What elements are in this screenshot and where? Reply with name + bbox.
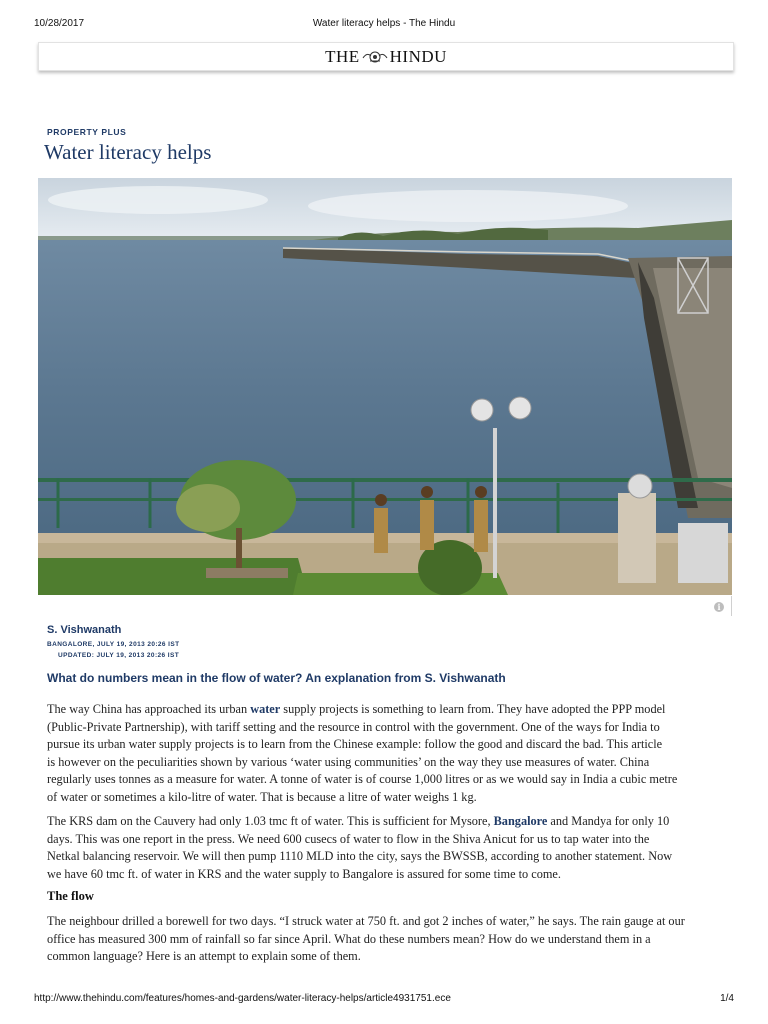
logo-word-hindu: HINDU [389, 47, 447, 66]
masthead [38, 42, 734, 71]
dam-reservoir-photo [38, 178, 732, 595]
section-subhead: The flow [47, 889, 94, 903]
print-url[interactable]: http://www.thehindu.com/features/homes-and-gardens/water-literacy-helps/article4931751.ece [34, 993, 451, 1004]
paragraph-line: Netkal balancing reservoir. We will then pump 1110 MLD into the city, says the BWSSB, according to another statement. Now [47, 849, 673, 863]
keyword-link-water[interactable]: water [250, 702, 281, 716]
text-run: The way China has approached its urban [47, 702, 251, 716]
article-standfirst: What do numbers mean in the flow of water? An explanation from S. Vishwanath [47, 671, 506, 685]
paragraph-line: office has measured 300 mm of rainfall so far since April. What do these numbers mean? How do we understand them in a [47, 931, 651, 946]
article-headline: Water literacy helps [44, 140, 212, 164]
paragraph-line: is however on the peculiarities shown by various ‘water using communities’ on the way they use measures of water. China [47, 754, 650, 769]
logo-word-the: THE [325, 47, 360, 66]
paragraph-line: common language? Here is an attempt to explain some of them. [47, 949, 361, 963]
hero-image [38, 178, 732, 595]
text-run: and Mandya for only 10 [547, 814, 670, 828]
paragraph-line: The neighbour drilled a borewell for two days. “I struck water at 750 ft. and got 2 inches of water,” he says. The rain gauge at our [47, 914, 685, 928]
paragraph-line: (Public-Private Partnership), with tariff setting and the resource in control with the government. One of the ways for India to [47, 719, 660, 734]
author-byline[interactable]: S. Vishwanath [47, 624, 122, 636]
paragraph-line: of water or sometimes a kilo-litre of water. That is because a litre of water weighs 1 kg. [47, 789, 477, 804]
paragraph-2 [47, 813, 727, 883]
print-date: 10/28/2017 [34, 18, 85, 29]
paragraph-line: regularly uses tonnes as a measure for water. A tonne of water is of course 1,000 litres or as we would say in India a cubic metre [47, 772, 678, 786]
print-footer [0, 993, 768, 1007]
paragraph-1 [47, 701, 727, 806]
logo-emblem-icon [362, 48, 388, 68]
paragraph-line: we have 60 tmc ft. of water in KRS and the water supply to Bangalore is assured for some time to come. [47, 866, 561, 881]
text-run: The KRS dam on the Cauvery had only 1.03 tmc ft of water. This is sufficient for Mysore, [47, 814, 494, 828]
article-updated-time: UPDATED: JULY 19, 2013 20:26 IST [58, 652, 180, 659]
text-run: supply projects is something to learn from. They have adopted the PPP model [280, 702, 666, 716]
paragraph-line [47, 701, 727, 719]
article-dateline: BANGALORE, JULY 19, 2013 20:26 IST [47, 641, 180, 648]
image-info-icon[interactable]: i [714, 602, 724, 612]
section-kicker[interactable]: PROPERTY PLUS [47, 127, 127, 137]
paragraph-line [47, 813, 727, 831]
paragraph-line: pursue its urban water supply projects is to learn from the Chinese example: follow the good and discard the bad. This article [47, 737, 663, 751]
print-header [0, 18, 768, 32]
site-logo[interactable] [39, 47, 733, 68]
paragraph-3 [47, 913, 727, 966]
image-caption-divider [731, 596, 732, 616]
print-page-number: 1/4 [720, 993, 734, 1004]
keyword-link-bangalore[interactable]: Bangalore [493, 814, 548, 828]
paragraph-line: days. This was one report in the press. We need 600 cusecs of water to flow in the Shiva Anicut for us to tap water into the [47, 831, 650, 846]
print-page-title: Water literacy helps - The Hindu [312, 18, 456, 29]
